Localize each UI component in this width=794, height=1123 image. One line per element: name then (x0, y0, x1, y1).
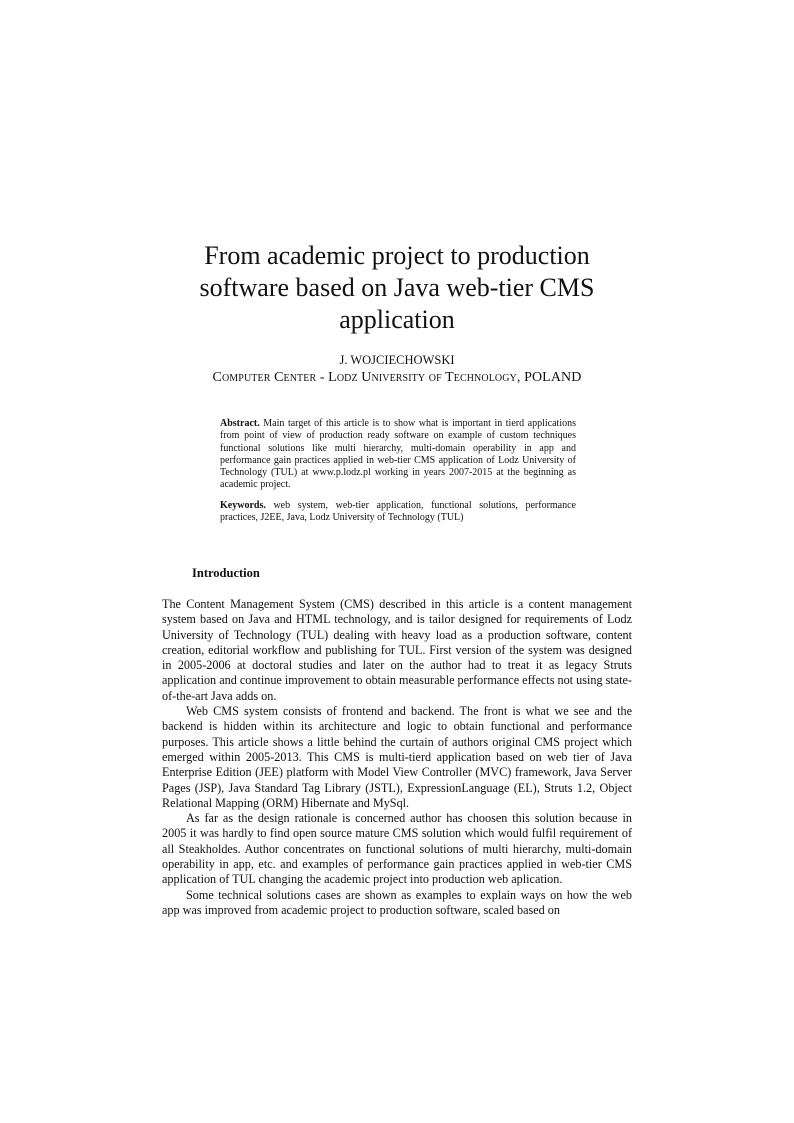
abstract-label: Abstract. (220, 418, 260, 429)
author-affiliation: Computer Center - Lodz University of Technology, POLAND (212, 370, 582, 385)
abstract-text: Main target of this article is to show what is important in tierd applications from point of view of production ready software on example of custom techniques functional solutions like multi hierarchy, multi-domain operability in app and performance gain practices applied in web-tier CMS application of Lodz University of Technology (TUL) at www.p.lodz.pl working in years 2007-2015 at the beginning as academic project. (220, 418, 576, 491)
paper-title (160, 240, 634, 336)
title-line-3: application (339, 305, 455, 334)
body-paragraph-4: Some technical solutions cases are shown as examples to explain ways on how the web app was improved from academic project to production software, scaled based on (162, 887, 632, 917)
title-line-2: software based on Java web-tier CMS (199, 273, 595, 302)
keywords-label: Keywords. (220, 499, 266, 511)
section-body (162, 597, 632, 918)
keywords-text: web system, web-tier application, functional solutions, performance practices, J2EE, Java, Lodz University of Technology (TUL) (220, 499, 576, 524)
abstract-block (220, 418, 576, 524)
title-line-1: From academic project to production (204, 241, 590, 270)
keywords-paragraph (220, 500, 576, 525)
abstract-paragraph (220, 418, 576, 492)
body-paragraph-3: As far as the design rationale is concerned author has choosen this solution because in 2005 it was hardly to find open source mature CMS solution which would fulfil requirement of all Steakholdes. Author concentrates on functional solutions of multi hierarchy, multi-domain operability in app, etc. and examples of performance gain practices applied in web-tier CMS application of TUL changing the academic project into production web aplication. (162, 811, 632, 887)
body-paragraph-2: Web CMS system consists of frontend and backend. The front is what we see and the backend is hidden within its architecture and logic to obtain functional and performance purposes. This article shows a little behind the curtain of authors original CMS project which emerged within 2005-2013. This CMS is multi-tierd application based on web tier of Java Enterprise Edition (JEE) platform with Model View Controller (MVC) framework, Java Server Pages (JSP), Java Standard Tag Library (JSTL), ExpressionLanguage (EL), Struts 1.2, Object Relational Mapping (ORM) Hibernate and MySql. (162, 704, 632, 810)
body-paragraph-1: The Content Management System (CMS) described in this article is a content management system based on Java and HTML technology, and is tailor designed for requirements of Lodz University of Technology (TUL) dealing with heavy load as a production software, content creation, editorial workflow and publishing for TUL. First version of the system was designed in 2005-2006 at doctoral studies and later on the author had to treat it as legacy Struts application and continue improvement to obtain measurable performance effects not using state-of-the-art Java adds on. (162, 597, 632, 703)
author-name: J. WOJCIECHOWSKI (339, 353, 455, 367)
section-heading-introduction: Introduction (192, 566, 260, 580)
